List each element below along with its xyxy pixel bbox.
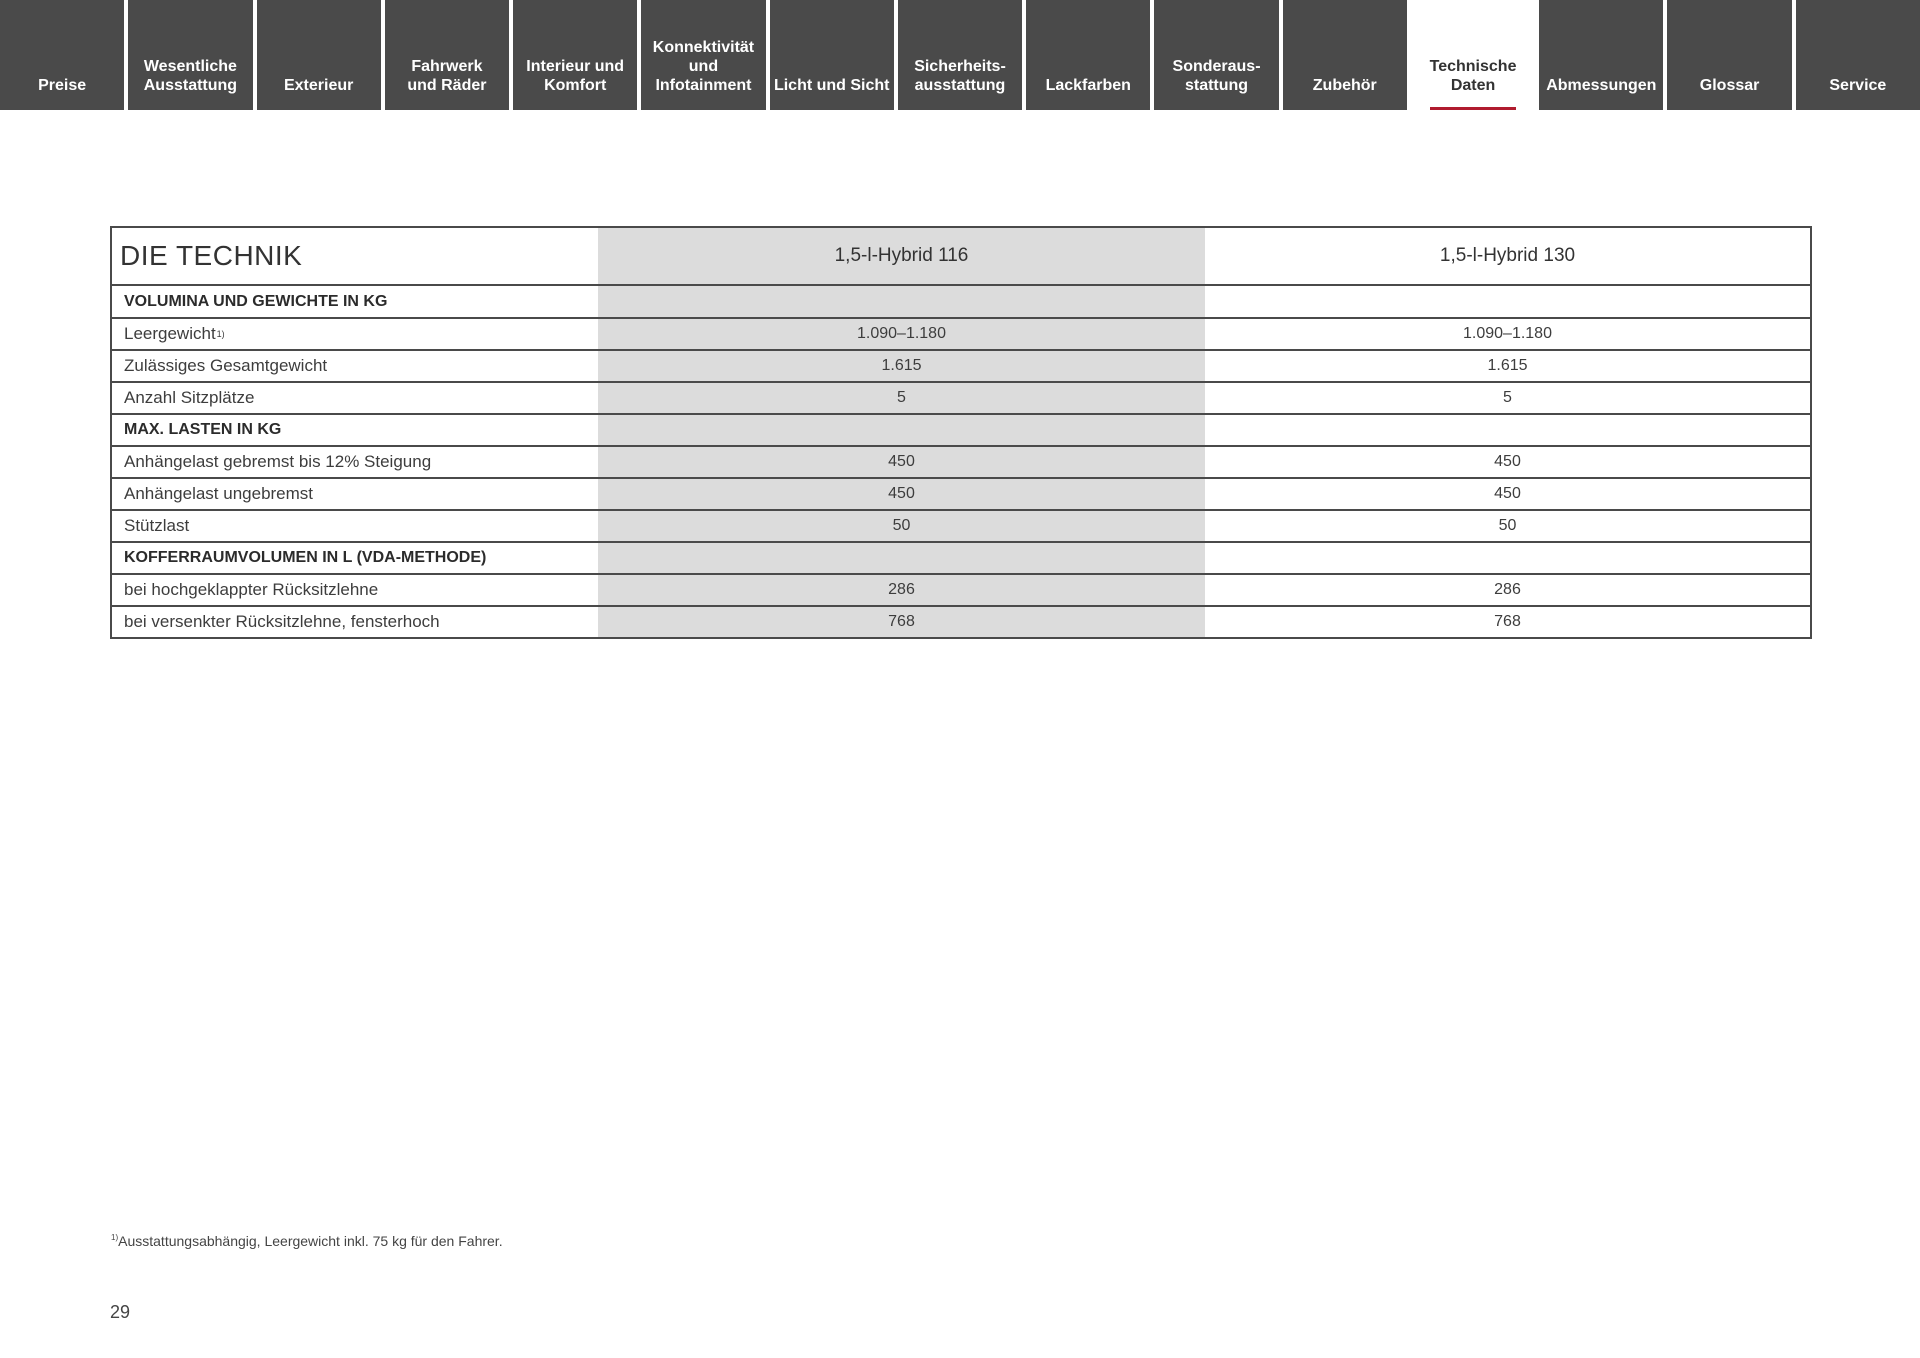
tab-label: Service (1829, 77, 1887, 94)
row-label (112, 319, 598, 349)
table-header-row (112, 228, 1810, 285)
row-label (112, 511, 598, 541)
section-heading (112, 543, 598, 573)
value-hybrid-116 (598, 543, 1205, 573)
footnote-marker: 1) (111, 1233, 119, 1243)
row-label-text: Stützlast (124, 516, 190, 535)
row-label-text: Anhängelast gebremst bis 12% Steigung (124, 452, 432, 471)
technical-data-table (110, 226, 1812, 639)
value-hybrid-130 (1205, 543, 1810, 573)
tab-licht-und-sicht[interactable] (770, 0, 894, 110)
row-label-text: bei versenkter Rücksitzlehne, fensterhoch (124, 612, 440, 631)
value-hybrid-116: 450 (598, 479, 1205, 509)
table-title: DIE TECHNIK (120, 240, 303, 271)
tab-label: Wesentliche Ausstattung (143, 58, 238, 94)
section-row (112, 541, 1810, 573)
row-label-text: Anhängelast ungebremst (124, 484, 314, 503)
value-hybrid-130: 768 (1494, 613, 1521, 630)
value-hybrid-130: 50 (1498, 517, 1517, 534)
tab-label: Technische Daten (1429, 58, 1517, 94)
page-number: 29 (110, 1302, 131, 1322)
tab-konnektivitaet-und-infotainment[interactable] (641, 0, 765, 110)
table-row (112, 605, 1810, 637)
section-heading (112, 415, 598, 445)
tab-technische-daten[interactable] (1411, 0, 1535, 110)
value-hybrid-116: 286 (598, 575, 1205, 605)
value-hybrid-130 (1205, 415, 1810, 445)
row-label-text: Leergewicht (124, 324, 216, 343)
row-label-text: MAX. LASTEN IN KG (124, 421, 282, 438)
tab-label: Exterieur (283, 77, 354, 94)
table-body (112, 285, 1810, 637)
value-hybrid-116 (598, 286, 1205, 317)
row-label (112, 383, 598, 413)
tab-interieur-und-komfort[interactable] (513, 0, 637, 110)
footnote-text: Ausstattungsabhängig, Leergewicht inkl. 75 kg für den Fahrer. (118, 1233, 503, 1249)
value-hybrid-130: 5 (1503, 389, 1512, 406)
section-row (112, 413, 1810, 445)
top-navigation (0, 0, 1920, 110)
table-row (112, 317, 1810, 349)
tab-service[interactable] (1796, 0, 1920, 110)
value-hybrid-130: 1.090–1.180 (1463, 325, 1552, 342)
tab-label: Glossar (1699, 77, 1760, 94)
value-hybrid-116: 450 (598, 447, 1205, 477)
value-hybrid-130 (1205, 286, 1810, 317)
tab-label: Interieur und Komfort (526, 58, 625, 94)
tab-lackfarben[interactable] (1026, 0, 1150, 110)
value-hybrid-116: 1.615 (598, 351, 1205, 381)
table-row (112, 509, 1810, 541)
tab-sonderausstattung[interactable] (1154, 0, 1278, 110)
value-hybrid-116 (598, 415, 1205, 445)
row-label (112, 351, 598, 381)
row-label (112, 479, 598, 509)
value-hybrid-116: 5 (598, 383, 1205, 413)
tab-label: Sicherheits- ausstattung (914, 58, 1006, 94)
tab-label: Abmessungen (1546, 77, 1657, 94)
value-hybrid-116: 50 (598, 511, 1205, 541)
row-label-text: Anzahl Sitzplätze (124, 388, 255, 407)
value-hybrid-116: 1.090–1.180 (598, 319, 1205, 349)
value-hybrid-130: 286 (1494, 581, 1521, 598)
value-hybrid-130: 450 (1494, 453, 1521, 470)
section-heading (112, 286, 598, 317)
footnote-reference: 1) (216, 329, 225, 339)
tab-sicherheitsausstattung[interactable] (898, 0, 1022, 110)
value-hybrid-130: 450 (1494, 485, 1521, 502)
value-hybrid-116: 768 (598, 607, 1205, 637)
column-header-hybrid-130: 1,5-l-Hybrid 130 (1439, 245, 1576, 266)
tab-label: Zubehör (1312, 77, 1377, 94)
row-label (112, 607, 598, 637)
table-row (112, 573, 1810, 605)
row-label-text: Zulässiges Gesamtgewicht (124, 356, 328, 375)
row-label-text: bei hochgeklappter Rücksitzlehne (124, 580, 379, 599)
tab-label: Sonderaus- stattung (1172, 58, 1261, 94)
column-header-hybrid-116: 1,5-l-Hybrid 116 (598, 228, 1205, 284)
table-row (112, 349, 1810, 381)
tab-label: Konnektivität und Infotainment (652, 39, 755, 94)
tab-label: Licht und Sicht (773, 77, 890, 94)
tab-abmessungen[interactable] (1539, 0, 1663, 110)
table-row (112, 381, 1810, 413)
tab-glossar[interactable] (1667, 0, 1791, 110)
tab-label: Preise (38, 77, 87, 94)
tab-zubehoer[interactable] (1283, 0, 1407, 110)
tab-wesentliche-ausstattung[interactable] (128, 0, 252, 110)
tab-label: Fahrwerk und Räder (407, 58, 487, 94)
table-row (112, 477, 1810, 509)
table-row (112, 445, 1810, 477)
tab-label: Lackfarben (1045, 77, 1131, 94)
footnote (110, 1233, 503, 1249)
section-row (112, 285, 1810, 317)
row-label (112, 447, 598, 477)
row-label-text: VOLUMINA UND GEWICHTE IN KG (124, 292, 388, 310)
tab-preise[interactable] (0, 0, 124, 110)
value-hybrid-130: 1.615 (1487, 357, 1528, 374)
tab-fahrwerk-und-raeder[interactable] (385, 0, 509, 110)
row-label-text: KOFFERRAUMVOLUMEN IN L (VDA-METHODE) (124, 549, 487, 566)
row-label (112, 575, 598, 605)
tab-exterieur[interactable] (257, 0, 381, 110)
